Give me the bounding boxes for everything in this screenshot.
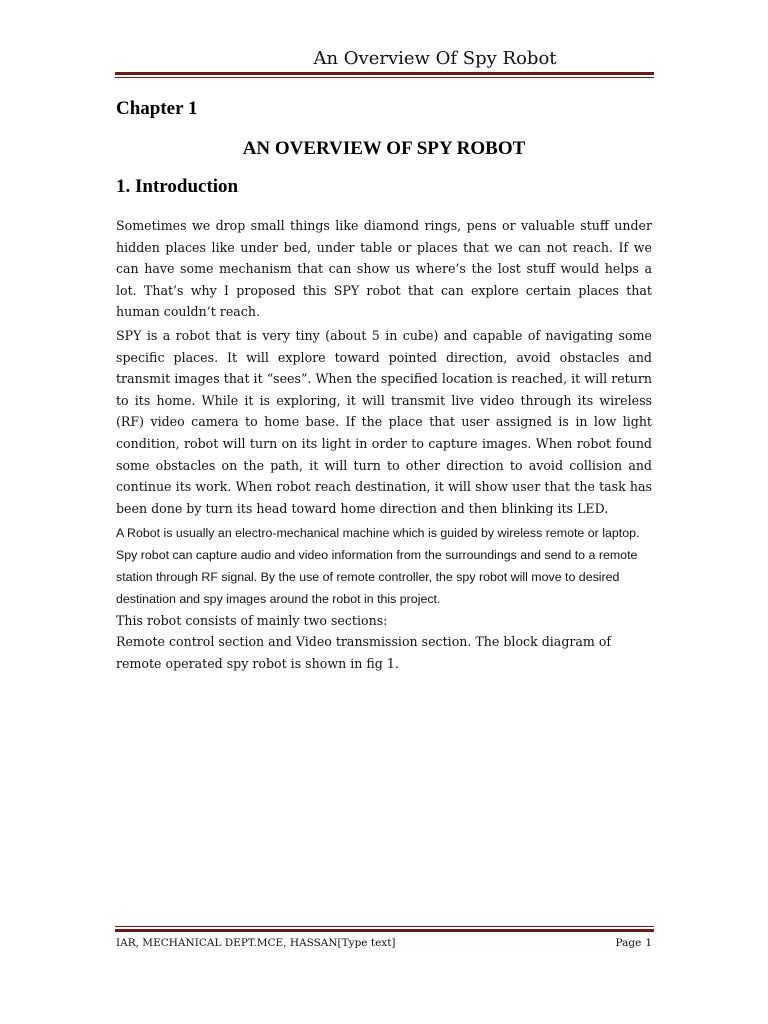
paragraph-sections-intro: This robot consists of mainly two sections: bbox=[116, 613, 388, 628]
paragraph-sections-detail: Remote control section and Video transmission section. The block diagram of remote operated spy robot is shown in fig 1. bbox=[116, 634, 612, 671]
running-header-title: An Overview Of Spy Robot bbox=[313, 48, 557, 69]
paragraph-spy-description: SPY is a robot that is very tiny (about 5 in cube) and capable of navigating some specific places. It will explore toward pointed direction, avoid obstacles and transmit images that it “sees”. When the specified location is reached, it will return to its home. While it is exploring, it will transmit live video through its wireless (RF) video camera to home base. If the place that user assigned is in low light condition, robot will turn on its light in order to capture images. When robot found some obstacles on the path, it will turn to other direction to avoid collision and continue its work. When robot reach destination, it will show user that the task has been done by turn its head toward home direction and then blinking its LED. bbox=[116, 328, 652, 516]
header-rule-thin bbox=[115, 77, 654, 78]
document-title: AN OVERVIEW OF SPY ROBOT bbox=[242, 138, 526, 159]
footer-department-text: IAR, MECHANICAL DEPT.MCE, HASSAN[Type text] bbox=[116, 937, 396, 949]
paragraph-robot-definition: A Robot is usually an electro-mechanical machine which is guided by wireless remote or laptop. Spy robot can capture audio and video information from the surroundings and send to a remote station through RF signal. By the use of remote controller, the spy robot will move to desired destination and spy images around the robot in this project. bbox=[116, 526, 640, 606]
footer-rule-thin bbox=[115, 926, 654, 927]
footer-page-number bbox=[560, 937, 652, 949]
header-rule-thick bbox=[115, 72, 654, 75]
section-heading: 1. Introduction bbox=[116, 176, 239, 197]
footer-rule-thick bbox=[115, 929, 654, 932]
footer-page-label: Page bbox=[615, 937, 642, 949]
footer-page-value: 1 bbox=[645, 937, 652, 949]
paragraph-intro: Sometimes we drop small things like diamond rings, pens or valuable stuff under hidden places like under bed, under table or places that we can not reach. If we can have some mechanism that can show us where’s the lost stuff would helps a lot. That’s why I proposed this SPY robot that can explore certain places that human couldn’t reach. bbox=[116, 218, 652, 320]
chapter-label: Chapter 1 bbox=[116, 98, 198, 119]
